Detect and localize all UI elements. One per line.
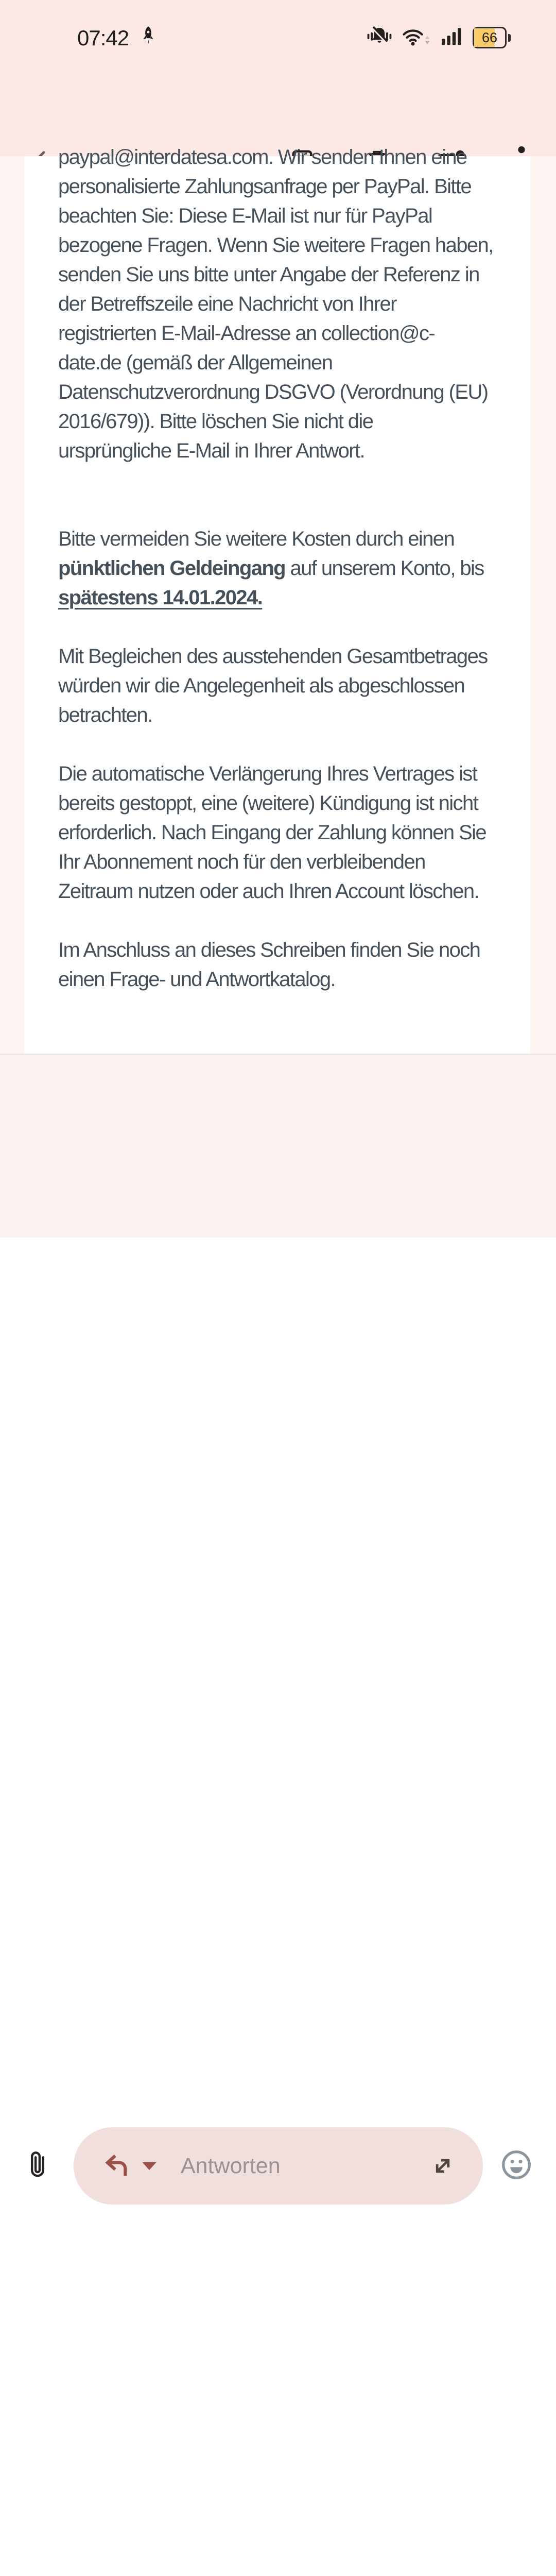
battery-percent: 66	[481, 29, 498, 45]
email-text-line: einen Frage- und Antwortkatalog.	[58, 968, 336, 991]
expand-icon[interactable]	[429, 2153, 456, 2179]
status-time: 07:42	[77, 26, 129, 50]
email-text-line: Datenschutzverordnung DSGVO (Verordnung (EU)	[58, 381, 488, 403]
reply-placeholder: Antworten	[181, 2153, 281, 2178]
email-paragraph	[58, 759, 507, 906]
email-text-line: beachten Sie: Diese E-Mail ist nur für PayPal	[58, 205, 432, 227]
email-text-line: registrierten E-Mail-Adresse an collection@c-	[58, 322, 435, 345]
email-body	[58, 143, 507, 994]
email-content-area	[0, 146, 556, 1054]
email-text-line: pünktlichen Geldeingang auf unserem Konto, bis	[58, 557, 484, 580]
email-text-line: Bitte vermeiden Sie weitere Kosten durch einen	[58, 528, 455, 550]
rocket-icon	[138, 25, 159, 51]
email-text-line: erforderlich. Nach Eingang der Zahlung können Sie	[58, 821, 486, 844]
email-text-line: würden wir die Angelegenheit als abgeschlossen	[58, 674, 465, 697]
signal-strength-icon	[440, 25, 464, 51]
email-text-line: ursprüngliche E-Mail in Ihrer Antwort.	[58, 439, 365, 462]
attach-button[interactable]	[22, 2149, 54, 2181]
email-text-line: paypal@interdatesa.com. Wir senden Ihnen eine	[58, 146, 467, 168]
navigation-bar	[0, 2229, 556, 2286]
email-text-line: der Betreffszeile eine Nachricht von Ihrer	[58, 293, 396, 315]
email-text-line: betrachten.	[58, 704, 152, 726]
wifi-icon	[401, 25, 431, 51]
email-text-line: 2016/679)). Bitte löschen Sie nicht die	[58, 410, 373, 433]
email-text-line: Ihr Abonnement noch für den verbleibenden	[58, 851, 425, 873]
email-text-line: personalisierte Zahlungsanfrage per PayPal. Bitte	[58, 175, 472, 198]
reply-icon	[100, 2149, 133, 2182]
email-card	[24, 146, 530, 1054]
smiley-icon	[499, 2176, 533, 2183]
email-paragraph	[58, 143, 507, 466]
email-text-line: senden Sie uns bitte unter Angabe der Referenz in	[58, 263, 479, 286]
email-text-line: Die automatische Verlängerung Ihres Vertrages ist	[58, 762, 477, 785]
battery-nub	[508, 34, 511, 42]
email-text-line: date.de (gemäß der Allgemeinen	[58, 351, 333, 374]
email-text-line: spätestens 14.01.2024.	[58, 586, 263, 609]
email-text-line: bereits gestoppt, eine (weitere) Kündigung ist nicht	[58, 792, 478, 815]
email-paragraph	[58, 936, 507, 994]
email-text-line: bezogene Fragen. Wenn Sie weitere Fragen haben,	[58, 234, 493, 257]
email-paragraph	[58, 524, 507, 613]
status-bar	[0, 0, 556, 52]
email-text-line: Mit Begleichen des ausstehenden Gesamtbetrages	[58, 645, 488, 668]
notifications-off-icon	[367, 25, 392, 51]
app-bar	[0, 52, 556, 156]
battery-indicator	[473, 27, 511, 48]
email-paragraph	[58, 642, 507, 730]
paperclip-icon	[22, 2175, 54, 2182]
reply-options-dropdown-icon[interactable]	[142, 2162, 157, 2171]
reply-input[interactable]	[74, 2127, 483, 2205]
email-text-line: Im Anschluss an dieses Schreiben finden Sie noch	[58, 939, 480, 961]
bottom-bar	[0, 1054, 556, 2178]
email-text-line: Zeitraum nutzen oder auch Ihren Account löschen.	[58, 880, 479, 903]
emoji-button[interactable]	[499, 2148, 533, 2182]
status-icons	[367, 26, 511, 49]
